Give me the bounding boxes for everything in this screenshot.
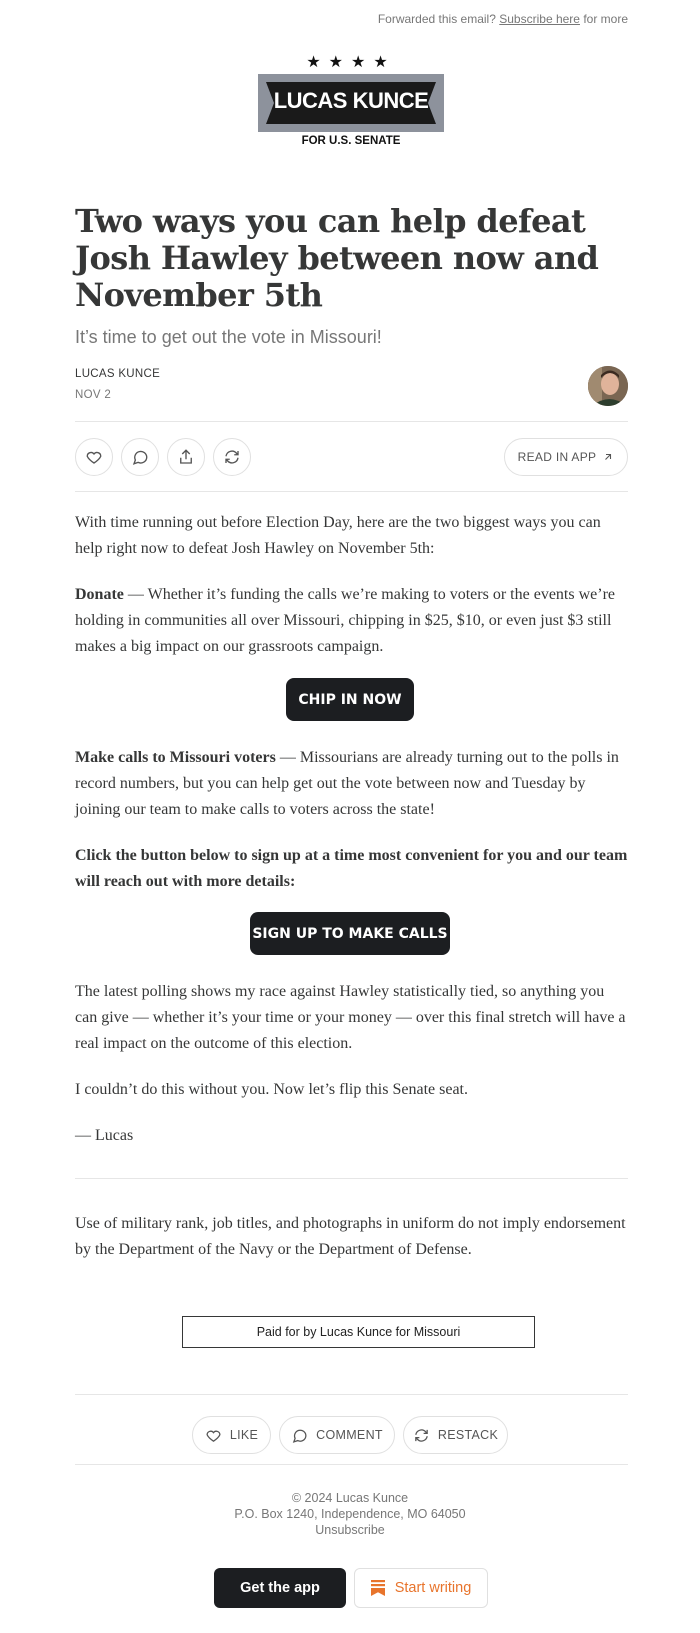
- chip-in-now-button[interactable]: CHIP IN NOW: [286, 678, 414, 721]
- like-pill-button[interactable]: [192, 1416, 271, 1454]
- logo-subtitle: FOR U.S. SENATE: [301, 135, 401, 147]
- comment-button[interactable]: [121, 438, 159, 476]
- logo-stars: ★★★★: [306, 54, 396, 71]
- restack-icon: [223, 448, 241, 466]
- signup-instructions: Click the button below to sign up at a time most convenient for you and our team will reach out with more details:: [75, 847, 628, 890]
- divider: [75, 1464, 628, 1465]
- sign-up-to-make-calls-button[interactable]: SIGN UP TO MAKE CALLS: [250, 912, 450, 955]
- substack-logo-icon: [371, 1580, 385, 1596]
- divider: [75, 421, 628, 422]
- like-button[interactable]: [75, 438, 113, 476]
- avatar-image: [588, 366, 628, 406]
- paid-for-box: Paid for by Lucas Kunce for Missouri: [182, 1316, 535, 1348]
- disclaimer: Use of military rank, job titles, and photographs in uniform do not imply endorsement by the Department of the Navy or the Department of Defense.: [75, 1215, 626, 1258]
- signature: — Lucas: [75, 1127, 134, 1144]
- restack-pill-button[interactable]: [403, 1416, 508, 1454]
- campaign-logo[interactable]: [258, 52, 444, 152]
- comment-label: COMMENT: [316, 1428, 383, 1442]
- donate-heading: Donate: [75, 586, 124, 603]
- start-writing-button[interactable]: [354, 1568, 488, 1608]
- calls-text: — Missourians are already turning out to the polls in record numbers, but you can help get out the vote between now and Tuesday by joining our team to make calls to voters across the state!: [75, 749, 619, 818]
- get-the-app-button[interactable]: Get the app: [214, 1568, 346, 1608]
- mailing-address: P.O. Box 1240, Independence, MO 64050: [234, 1507, 466, 1521]
- comment-pill-button[interactable]: [279, 1416, 395, 1454]
- forwarded-notice: [378, 12, 628, 26]
- share-icon: [177, 448, 195, 466]
- comment-icon: [291, 1427, 308, 1444]
- body-paragraph: With time running out before Election Day, here are the two biggest ways you can help right now to defeat Josh Hawley on November 5th:: [75, 514, 601, 557]
- for-more-text: for more: [583, 12, 628, 26]
- calls-heading: Make calls to Missouri voters: [75, 749, 276, 766]
- polling-paragraph: The latest polling shows my race against Hawley statistically tied, so anything you can give — whether it’s your time or your money — over this final stretch will have a real impact on the outcome of this election.: [75, 983, 626, 1052]
- comment-icon: [131, 448, 149, 466]
- copyright: © 2024 Lucas Kunce: [291, 1491, 409, 1505]
- calls-paragraph: [75, 745, 628, 823]
- like-label: LIKE: [229, 1428, 259, 1442]
- logo-name: LUCAS KUNCE: [273, 88, 429, 113]
- divider: [75, 1178, 628, 1179]
- restack-button-top[interactable]: [213, 438, 251, 476]
- forwarded-text: Forwarded this email?: [377, 12, 496, 26]
- restack-label: RESTACK: [437, 1428, 499, 1442]
- unsubscribe-row: [0, 1522, 700, 1538]
- unsubscribe-link[interactable]: Unsubscribe: [315, 1523, 385, 1537]
- restack-icon: [413, 1427, 430, 1444]
- author-avatar[interactable]: [588, 366, 628, 406]
- post-title[interactable]: Two ways you can help defeat Josh Hawley between now and November 5th: [75, 202, 599, 314]
- arrow-up-right-icon: [602, 451, 614, 463]
- heart-icon: [85, 448, 103, 466]
- post-subtitle: It’s time to get out the vote in Missouri!: [75, 327, 382, 347]
- closing-paragraph: I couldn’t do this without you. Now let’s flip this Senate seat.: [75, 1081, 468, 1098]
- donate-text: — Whether it’s funding the calls we’re making to voters or the events we’re holding in communities all over Missouri, chipping in $25, $10, or even just $3 still makes a big impact on our grassroots campaign.: [75, 586, 615, 655]
- author-name[interactable]: LUCAS KUNCE: [75, 368, 161, 380]
- start-writing-label: Start writing: [394, 1580, 472, 1596]
- divider: [75, 1394, 628, 1395]
- read-in-app-button[interactable]: [504, 438, 628, 476]
- donate-paragraph: [75, 582, 628, 660]
- subscribe-link[interactable]: Subscribe here: [499, 12, 580, 26]
- post-date: NOV 2: [75, 389, 112, 401]
- read-in-app-label: READ IN APP: [517, 450, 597, 464]
- share-button[interactable]: [167, 438, 205, 476]
- heart-icon: [205, 1427, 222, 1444]
- divider: [75, 491, 628, 492]
